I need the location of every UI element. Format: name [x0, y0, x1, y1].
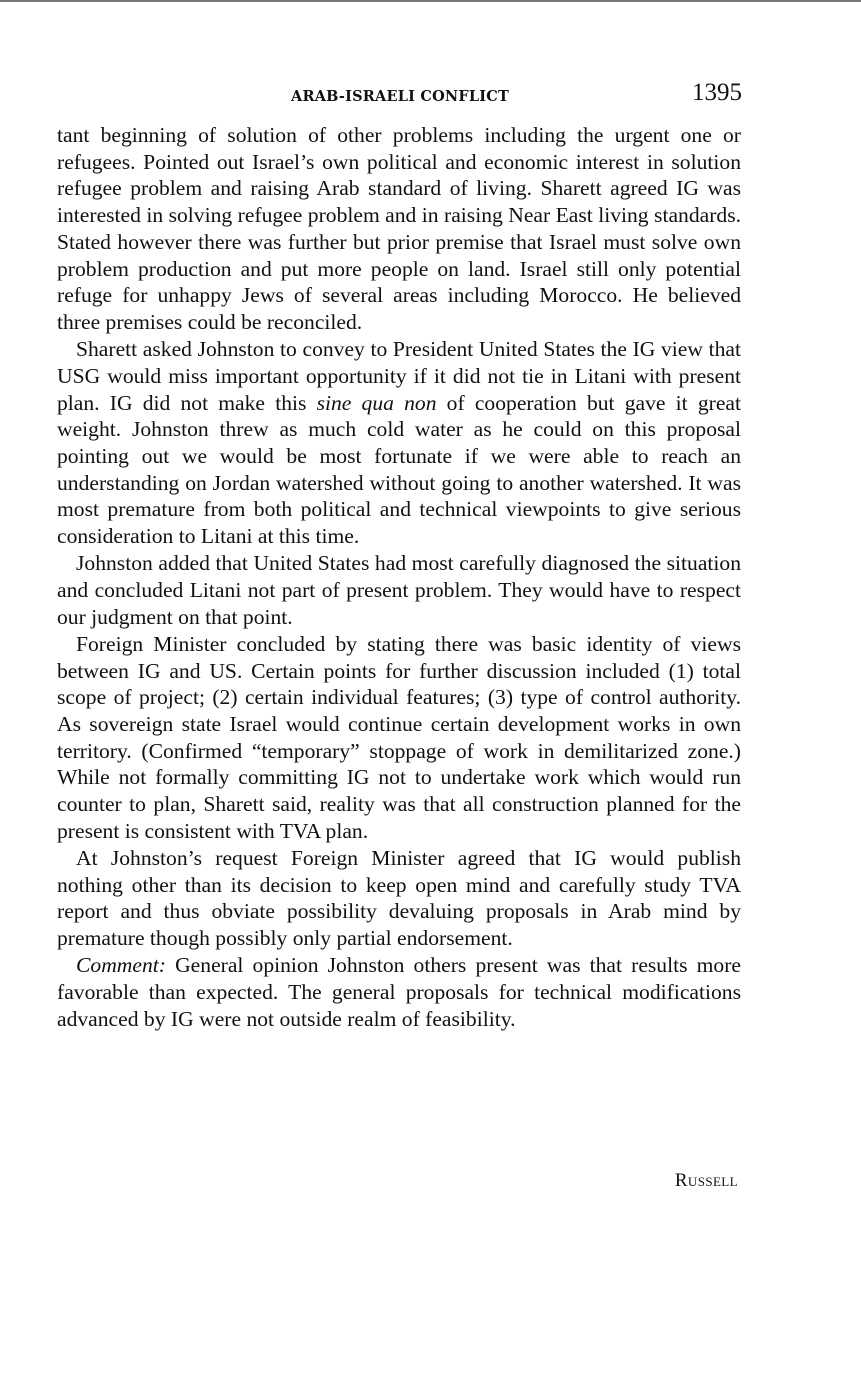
running-head	[58, 79, 742, 110]
paragraph-2	[57, 336, 741, 550]
paragraph-2-text-a: Sharett asked Johnston to convey to President United States the IG view that USG would miss important opportunity if it did not tie in Litani with present plan. IG did not make this	[57, 337, 741, 415]
page-top-rule	[0, 0, 861, 2]
document-body	[57, 122, 741, 1032]
signature: Russell	[674, 1170, 738, 1191]
paragraph-4: Foreign Minister concluded by stating there was basic identity of views between IG and US. Certain points for further discussion included (1) total scope of project; (2) certain individual features; (3) type of control authority. As sovereign state Israel would continue certain development works in own territory. (Confirmed “temporary” stoppage of work in demilitarized zone.) While not formally committing IG not to undertake work which would run counter to plan, Sharett said, reality was that all construction planned for the present is consistent with TVA plan.	[57, 631, 741, 843]
comment-label: Comment:	[76, 953, 166, 978]
running-title: ARAB-ISRAELI CONFLICT	[291, 88, 509, 105]
page-number: 1395	[692, 79, 742, 106]
paragraph-5: At Johnston’s request Foreign Minister agreed that IG would publish nothing other than its decision to keep open mind and carefully study TVA report and thus obviate possibility devaluing proposals in Arab mind by premature though possibly only partial endorsement.	[57, 845, 741, 951]
latin-phrase: sine qua non	[316, 390, 437, 415]
paragraph-2-text-b: of cooperation but gave it great weight. Johnston threw as much cold water as he could on this proposal pointing out we would be most fortunate if we were able to reach an understanding on Jordan watershed without going to another watershed. It was most premature from both political and technical viewpoints to give serious consideration to Litani at this time.	[57, 390, 741, 549]
paragraph-3: Johnston added that United States had most carefully diagnosed the situation and concluded Litani not part of present problem. They would have to respect our judgment on that point.	[57, 551, 741, 629]
comment-text: General opinion Johnston others present was that results more favorable than expected. The general proposals for technical modifications advanced by IG were not outside realm of feasibility.	[57, 953, 741, 1031]
paragraph-6	[57, 952, 741, 1032]
paragraph-1: tant beginning of solution of other problems including the urgent one or refugees. Pointed out Israel’s own political and economic interest in solution refugee problem and raising Arab standard of living. Sharett agreed IG was interested in solving refugee problem and in raising Near East living standards. Stated however there was further but prior premise that Israel must solve own problem production and put more people on land. Israel still only potential refuge for unhappy Jews of several areas including Morocco. He believed three premises could be reconciled.	[57, 123, 741, 334]
